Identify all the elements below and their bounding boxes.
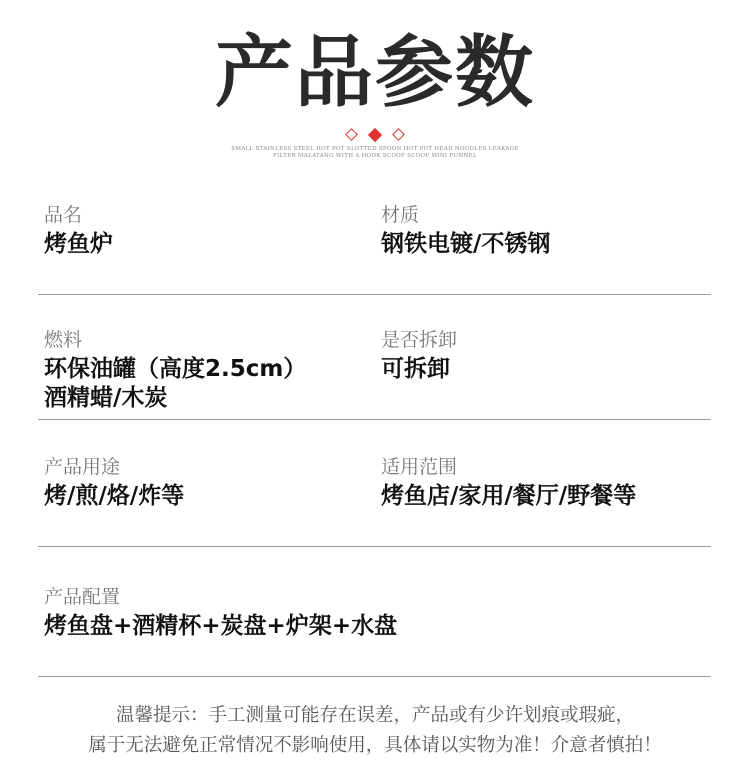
param-detachable-label: 是否拆卸 <box>381 329 458 351</box>
param-material-label: 材质 <box>381 204 420 226</box>
diamond-outline-icon <box>345 128 358 141</box>
divider <box>38 419 711 420</box>
param-fuel-value-line-2: 酒精蜡/木炭 <box>44 385 168 411</box>
param-material <box>381 203 550 258</box>
notice-line-2: 属于无法避免正常情况不影响使用，具体请以实物为准！介意者慎拍！ <box>88 735 662 756</box>
param-fuel-label: 燃料 <box>44 329 83 351</box>
divider <box>38 546 711 547</box>
param-fuel <box>44 328 306 413</box>
param-name-value: 烤鱼炉 <box>44 231 113 257</box>
diamond-filled-icon <box>368 127 382 141</box>
param-fuel-value <box>44 355 306 413</box>
param-config <box>44 585 397 640</box>
param-config-label: 产品配置 <box>44 586 121 608</box>
param-scope-value: 烤鱼店/家用/餐厅/野餐等 <box>381 483 637 509</box>
english-subtitle <box>0 146 750 160</box>
subtitle-line-1: SMALL STAINLESS STEEL HOT POT SLOTTED SPOON HOT POT HEAD NOODLES LEAKAGE <box>231 146 519 152</box>
param-name-label: 品名 <box>44 204 83 226</box>
notice-line-1: 温馨提示：手工测量可能存在误差，产品或有少许划痕或瑕疵， <box>115 705 634 726</box>
divider <box>38 294 711 295</box>
param-usage <box>44 455 184 510</box>
subtitle-line-2: FILTER MALATANG WITH A HOOK SCOOP SCOOP MINI FUNNEL <box>273 153 477 159</box>
param-scope-label: 适用范围 <box>381 456 458 478</box>
param-fuel-value-line-1: 环保油罐（高度2.5cm） <box>44 356 307 382</box>
page-title: 产品参数 <box>214 28 535 118</box>
diamond-outline-icon <box>392 128 405 141</box>
param-detachable-value: 可拆卸 <box>381 356 450 382</box>
param-detachable <box>381 328 457 383</box>
title-ornament <box>0 124 750 142</box>
param-material-value: 钢铁电镀/不锈钢 <box>381 231 551 257</box>
param-usage-label: 产品用途 <box>44 456 121 478</box>
param-scope <box>381 455 636 510</box>
param-config-value: 烤鱼盘+酒精杯+炭盘+炉架+水盘 <box>44 613 398 639</box>
divider <box>38 676 711 677</box>
param-usage-value: 烤/煎/烙/炸等 <box>44 483 185 509</box>
param-name <box>44 203 113 258</box>
